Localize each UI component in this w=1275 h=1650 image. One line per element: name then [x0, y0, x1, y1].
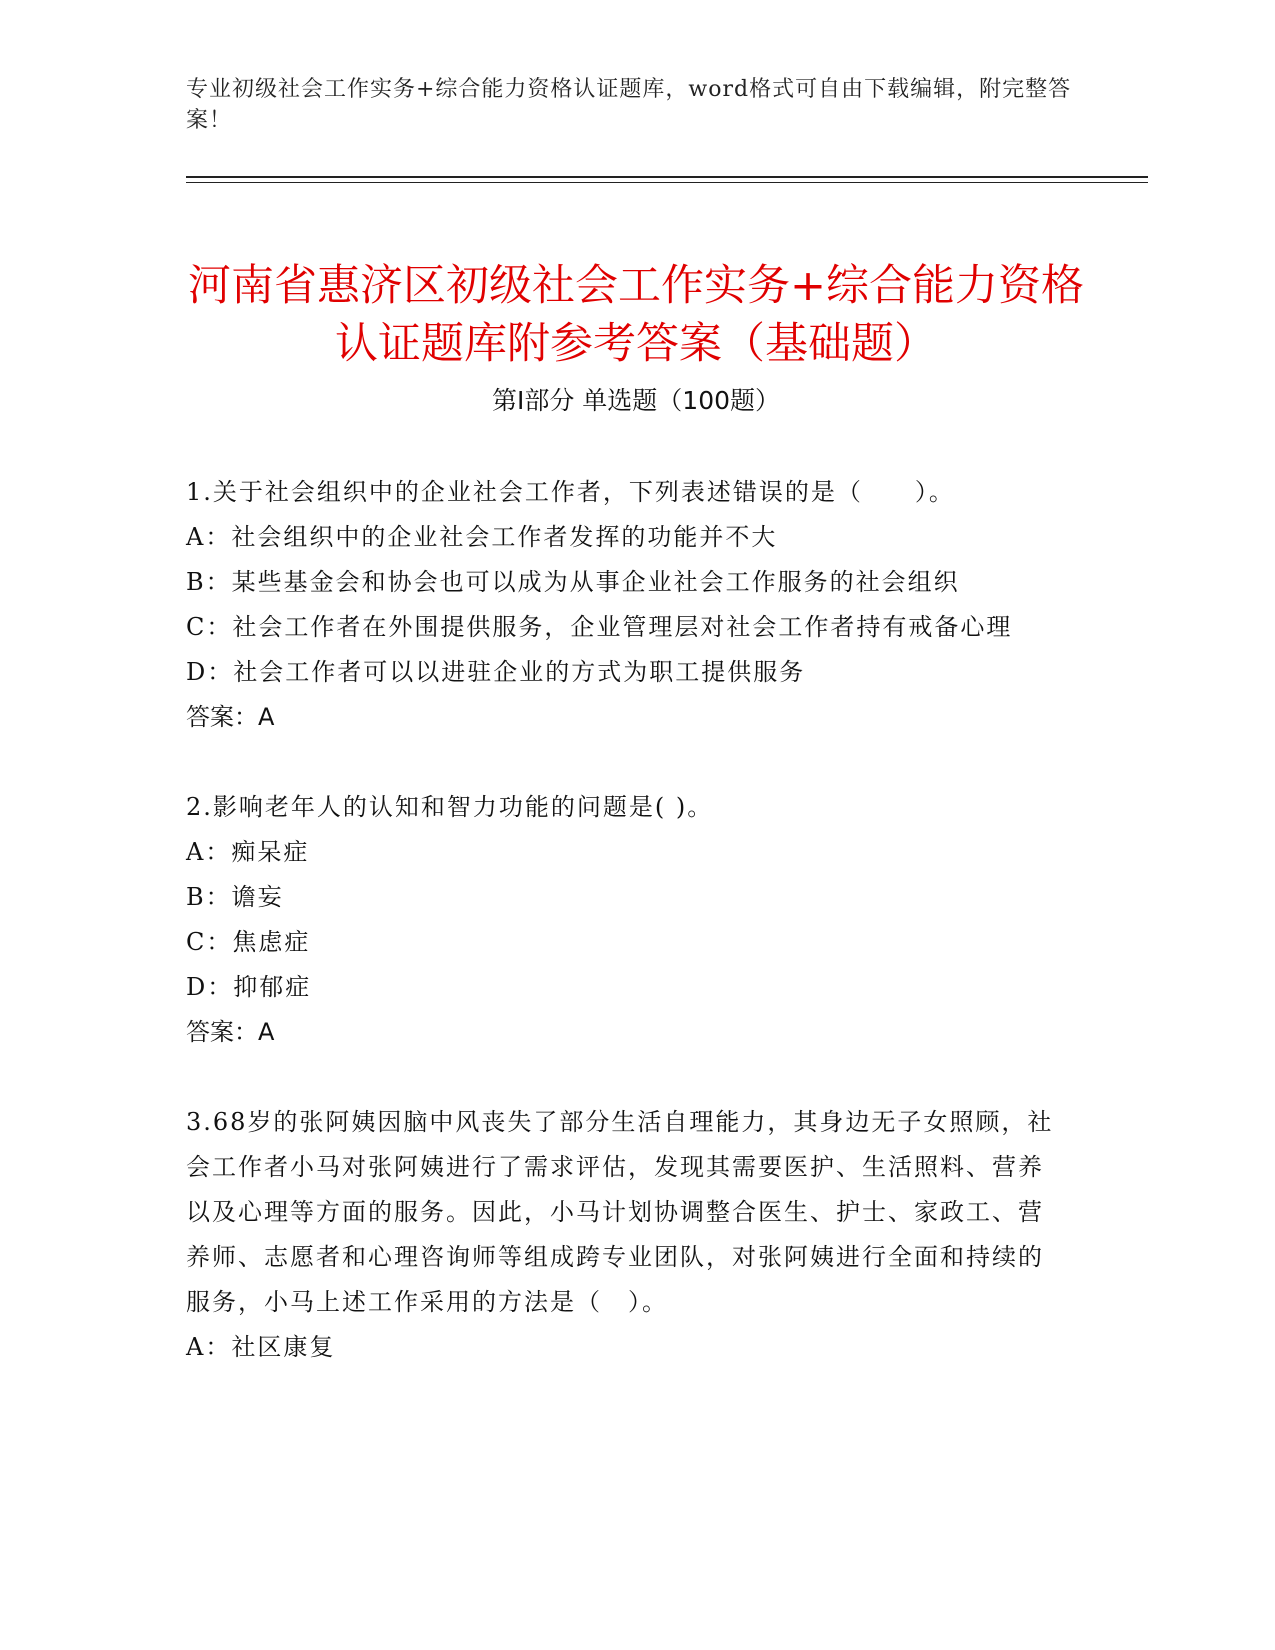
answer: 答案：A: [186, 1018, 275, 1046]
option-d: D：抑郁症: [186, 973, 312, 1001]
question-stem: 2.影响老年人的认知和智力功能的问题是( )。: [186, 793, 714, 821]
option-c: C：焦虑症: [186, 928, 311, 956]
question-gap: [186, 740, 1066, 785]
option-b: B：谵妄: [186, 883, 284, 911]
document-title: 河南省惠济区初级社会工作实务+综合能力资格认证题库附参考答案（基础题）: [187, 260, 1085, 369]
option-d: D：社会工作者可以以进驻企业的方式为职工提供服务: [186, 658, 806, 686]
option-a: A：社区康复: [186, 1333, 336, 1361]
header-note: 专业初级社会工作实务+综合能力资格认证题库，word格式可自由下载编辑，附完整答案！: [186, 77, 1072, 133]
answer: 答案：A: [186, 703, 275, 731]
question-2: [186, 785, 1066, 1055]
question-list: [186, 470, 1066, 1370]
option-c: C：社会工作者在外围提供服务，企业管理层对社会工作者持有戒备心理: [186, 613, 1013, 641]
question-1: [186, 470, 1066, 740]
question-stem: 3.68岁的张阿姨因脑中风丧失了部分生活自理能力，其身边无子女照顾，社会工作者小马对张阿姨进行了需求评估，发现其需要医护、生活照料、营养以及心理等方面的服务。因此，小马计划协调整合医生、护士、家政工、营养师、志愿者和心理咨询师等组成跨专业团队，对张阿姨进行全面和持续的服务，小马上述工作采用的方法是（ ）。: [186, 1108, 1054, 1316]
option-b: B：某些基金会和协会也可以成为从事企业社会工作服务的社会组织: [186, 568, 960, 596]
header-divider-thick: [186, 176, 1148, 178]
option-a: A：社会组织中的企业社会工作者发挥的功能并不大: [186, 523, 778, 551]
question-gap: [186, 1055, 1066, 1100]
section-title: 第I部分 单选题（100题）: [491, 386, 781, 415]
header-divider-thin: [186, 182, 1148, 183]
option-a: A：痴呆症: [186, 838, 310, 866]
question-3: [186, 1100, 1066, 1370]
question-stem: 1.关于社会组织中的企业社会工作者，下列表述错误的是（ ）。: [186, 478, 955, 506]
